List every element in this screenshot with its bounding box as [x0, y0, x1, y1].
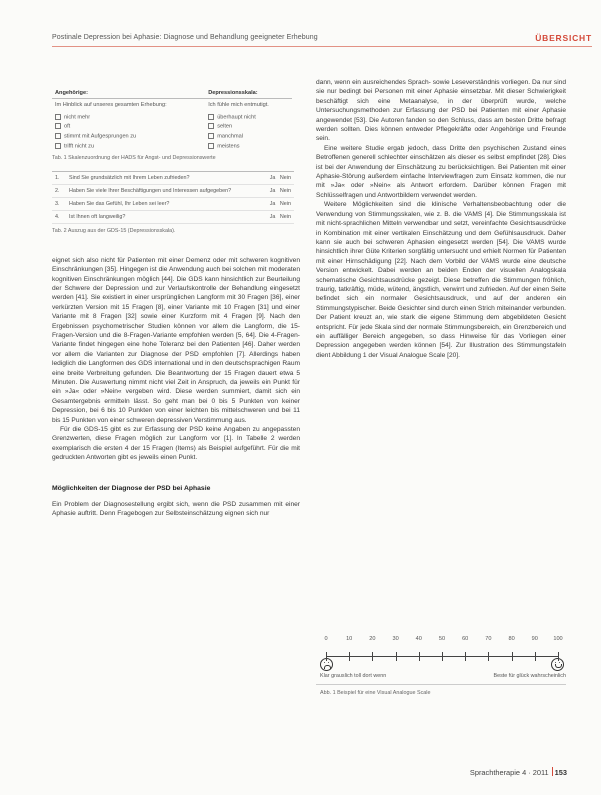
body-paragraph: Ein Problem der Diagnosestellung ergibt sich, wenn die PSD zusammen mit einer Aphasie auftritt. Denn Fragebogen zur Selbsteinschätzung eignen sich nur [52, 500, 300, 518]
scale-tick-label: 0 [324, 636, 328, 642]
table-header-row [52, 88, 292, 99]
table-cell [205, 112, 292, 122]
scale-tick [442, 652, 443, 661]
scale-left-anchor: Klar grauslich toll dort wenn [320, 673, 387, 679]
body-paragraph: Weitere Möglichkeiten sind die klinische Verhaltensbeobachtung oder die Verwendung von Stimmungsskalen, wie z. B. die VAMS [4]. Die Stimmungsskala ist mit nicht-sprachlichen Mitteln verwendbar und setzt, vereinfachte Gesichtsausdrücke in Kombination mit einer vertikalen Einschätzung und dem Gefühlsausdruck. Daher kann sie auch bei schweren Aphasien eingesetzt werden [54]. Die VAMS wurde hinsichtlich ihrer Güte Kriterien sorgfältig untersucht und erhielt Normen für Patienten mit einer Hirnschädigung [22]. Nach dem Vorbild der VAMS wurde eine deutsche Version entwickelt. Dabei werden an beiden Enden der visuellen Analogskala schematische Gesichtsausdrücke gezeigt. Diese betreffen die Stimmungen fröhlich, traurig, tatkräftig, müde, wütend, ängstlich, verwirrt und zufrieden. Auf der einen Seite befindet sich ein normaler Gesichtsausdruck, und auf der anderen ein Stimmungstypischer. Beide Gesichter sind durch einen Strich miteinander verbunden. Der Patient kreuzt an, wie stark die eigene Stimmung dem abgebildeten Gesicht entspricht. Für jede Skala sind der normale Stimmungsbereich, ein Grenzbereich und ein auffälliger Bereich angegeben, so dass Hinweise für das Vorliegen einer Depression angegeben werden können [54]. Zur Illustration des Stimmungstafeln dient Abbildung 1 der Visual Analogue Scale [20]. [316, 201, 566, 359]
checkbox-icon [208, 133, 214, 139]
option-label: manchmal [217, 133, 243, 140]
scale-tick-label: 50 [438, 636, 446, 642]
scale-tick [349, 652, 350, 661]
scale-tick-label: 40 [415, 636, 422, 642]
table-row [52, 122, 292, 132]
section-heading: Möglichkeiten der Diagnose der PSD bei Aphasie [52, 484, 211, 492]
item-answers [258, 184, 294, 197]
scale-tick-label: 60 [462, 636, 469, 642]
table-row [52, 210, 294, 223]
scale-tick-label: 30 [392, 636, 399, 642]
face-eye [328, 662, 329, 663]
table-cell [52, 141, 205, 151]
table-cell [52, 112, 205, 122]
answer-yes: Ja [269, 213, 276, 220]
answer-no: Nein [279, 174, 291, 181]
left-column [52, 88, 300, 518]
face-mouth [324, 665, 331, 669]
body-paragraph: eignet sich also nicht für Patienten mit einer Demenz oder mit schweren kognitiven Einschränkungen [35]. Hingegen ist die Anwendung auch bei solchen mit moderaten kognitiven Einschränkungen möglich [44]. Die GDS kann hinsichtlich zur Beurteilung der Schwere der Depression und zur Verlaufskontrolle der Behandlung eingesetzt werden [41]. Sie existiert in einer ursprünglichen Langform mit 30 Fragen [36], einer verkürzten Version mit 15 Fragen [8], einer Variante mit 10 Fragen [31] und einer Variante mit 8 Fragen [32] sowie einer Kurzform mit 4 Fragen [9]. Nach den Ergebnissen psychometrischer Studien können vor allem die Langform, die 15-Fragen-Version und die 8-Fragen-Variante empfohlen werden [5, 64]. Die 4-Fragen-Variante findet hingegen eine hohe Toleranz bei den Patienten [46]. Daher werden vor allem die Varianten zur Diagnose der PSD empfohlen [7]. Allerdings haben lediglich die Langformen des GDS international und in den deutschsprachigen Raum eine breite Verbreitung gefunden. Die Beantwortung der 15 Fragen dauert etwa 5 Minuten. Die Auswertung nimmt nicht viel Zeit in Anspruch, da jeweils ein Punkt für ein »Ja« oder »Nein« vergeben wird. Diese werden summiert, damit sich ein Gesamtergebnis ermitteln lässt. So geht man bei 0 bis 5 Punkten von keiner Depression, bei 6 bis 10 Punkten von einer leichten bis mittelschweren und bei 11 bis 15 Punkten von einer schweren depressiven Verstimmung aus. [52, 256, 300, 424]
page-footer [470, 767, 567, 777]
page-number: 153 [554, 768, 567, 777]
table-caption: Tab. 1 Skalenzuordnung der HADS für Angst- und Depressionswerte [52, 154, 216, 161]
hads-table [52, 88, 292, 151]
checkbox-icon [55, 133, 61, 139]
option-label: trifft nicht zu [64, 143, 95, 150]
body-paragraph: dann, wenn ein ausreichendes Sprach- sowie Leseverständnis vorliegen. Da nur sind sie nur bedingt bei Personen mit einer Aphasie einsetzbar. Mit dieser Schwierigkeit beschäftigt sich eine Metaanalyse, in der überprüft wurde, welche Untersuchungsmethoden zur Erfassung der PSD bei Patienten mit einer Aphasie angewendet [53]. Die Autoren fanden so den Schluss, dass am besten Dritte befragt werden sollten. Dies können entweder Pflegekräfte oder Angehörige und Freunde sein. [316, 79, 566, 143]
figure-rule [316, 684, 566, 685]
scale-tick [326, 652, 327, 661]
scale-right-anchor: Beste für glück wahrscheinlich [493, 673, 566, 679]
item-answers [258, 197, 294, 210]
table-cell: Im Hinblick auf unseres gesamten Erhebung: [55, 102, 167, 108]
item-answers [258, 171, 294, 184]
answer-yes: Ja [269, 187, 276, 194]
scale-tick-label: 90 [531, 636, 538, 642]
table-header-cell: Angehörige: [52, 88, 205, 99]
table-row [52, 171, 294, 184]
table-cell [205, 122, 292, 132]
table-row [52, 131, 292, 141]
table-row [52, 184, 294, 197]
option-label: oft [64, 123, 71, 130]
scale-tick [558, 652, 559, 661]
running-title: Postinale Depression bei Aphasie: Diagnose und Behandlung geeigneter Erhebung [52, 34, 318, 41]
item-question: Haben Sie das Gefühl, Ihr Leben sei leer? [66, 197, 258, 210]
checkbox-icon [55, 123, 61, 129]
checkbox-icon [55, 114, 61, 120]
option-label: überhaupt nicht [217, 114, 256, 121]
face-mouth [555, 664, 562, 668]
right-column [316, 78, 566, 360]
table-cell: Ich fühle mich entmutigt. [208, 102, 269, 108]
item-number: 3. [52, 197, 66, 210]
gds-table [52, 171, 294, 224]
journal-name: Sprachtherapie 4 · 2011 [469, 768, 549, 777]
section-label: ÜBERSICHT [535, 33, 592, 43]
body-paragraph: Für die GDS-15 gibt es zur Erfassung der PSD keine Angaben zu angepassten Grenzwerten, diese Fragen möglich zur Langform vor [1]. In Tabelle 2 werden exemplarisch die ersten 4 der 15 Fragen (Items) als Beispiel aufgeführt. Für die mit gedruckten Antworten gibt es jeweils einen Punkt. [52, 426, 300, 462]
checkbox-icon [208, 123, 214, 129]
scale-tick-labels [324, 636, 563, 646]
option-label: nicht mehr [64, 114, 91, 121]
scale-tick [488, 652, 489, 661]
scale-tick-label: 70 [485, 636, 492, 642]
checkbox-icon [55, 143, 61, 149]
scale-tick [372, 652, 373, 661]
scale-tick-label: 100 [553, 636, 563, 642]
page-header [40, 32, 600, 48]
item-question: Haben Sie viele Ihrer Beschäftigungen und Interessen aufgegeben? [66, 184, 258, 197]
item-number: 4. [52, 210, 66, 223]
answer-no: Nein [279, 200, 291, 207]
checkbox-icon [208, 143, 214, 149]
table-cell [205, 131, 292, 141]
visual-analogue-scale [316, 636, 566, 718]
table-row [52, 197, 294, 210]
item-question: Sind Sie grundsätzlich mit Ihrem Leben zufrieden? [66, 171, 258, 184]
answer-yes: Ja [269, 174, 276, 181]
item-question: Ist Ihnen oft langweilig? [66, 210, 258, 223]
table-header-cell: Depressionsskala: [205, 88, 292, 99]
item-number: 1. [52, 171, 66, 184]
scale-tick [535, 652, 536, 661]
header-rule [52, 46, 592, 47]
body-paragraph: Eine weitere Studie ergab jedoch, dass Dritte den psychischen Zustand eines Betroffenen generell schlechter einschätzen als dieser es selbst empfindet [28]. Dies ist bei der Anwendung der Einschätzung zu berücksichtigen. Bei Patienten mit einer Aphasie-Störung außerdem einfache Interviewfragen zum Einsatz kommen, die nur mit »Ja« oder »Nein« als Antwort erfordern. Darüber können Fragen mit Schlüsselfragen und Antwortbildern verwendet werden. [316, 144, 566, 199]
scale-tick [419, 652, 420, 661]
scale-tick-label: 10 [346, 636, 353, 642]
spacer [52, 234, 300, 256]
option-label: meistens [217, 143, 240, 150]
scale-tick [465, 652, 466, 661]
scale-tick [396, 652, 397, 661]
figure-caption: Abb. 1 Beispiel für eine Visual Analogue Scale [320, 690, 431, 696]
answer-yes: Ja [269, 200, 276, 207]
option-label: selten [217, 123, 233, 130]
table-cell [52, 131, 205, 141]
answer-no: Nein [279, 187, 291, 194]
answer-no: Nein [279, 213, 291, 220]
table-cell [52, 122, 205, 132]
checkbox-icon [208, 114, 214, 120]
item-number: 2. [52, 184, 66, 197]
footer-divider [552, 767, 553, 776]
table-row [52, 112, 292, 122]
table-caption: Tab. 2 Auszug aus der GDS-15 (Depressionsskala). [52, 227, 176, 234]
face-eye [324, 662, 325, 663]
scale-tick-label: 80 [508, 636, 515, 642]
item-answers [258, 210, 294, 223]
scale-tick [512, 652, 513, 661]
option-label: stimmt mit Aufgesprungen zu [64, 133, 137, 140]
table-row [52, 99, 292, 113]
scale-tick-label: 20 [369, 636, 376, 642]
table-row [52, 141, 292, 151]
table-cell [205, 141, 292, 151]
